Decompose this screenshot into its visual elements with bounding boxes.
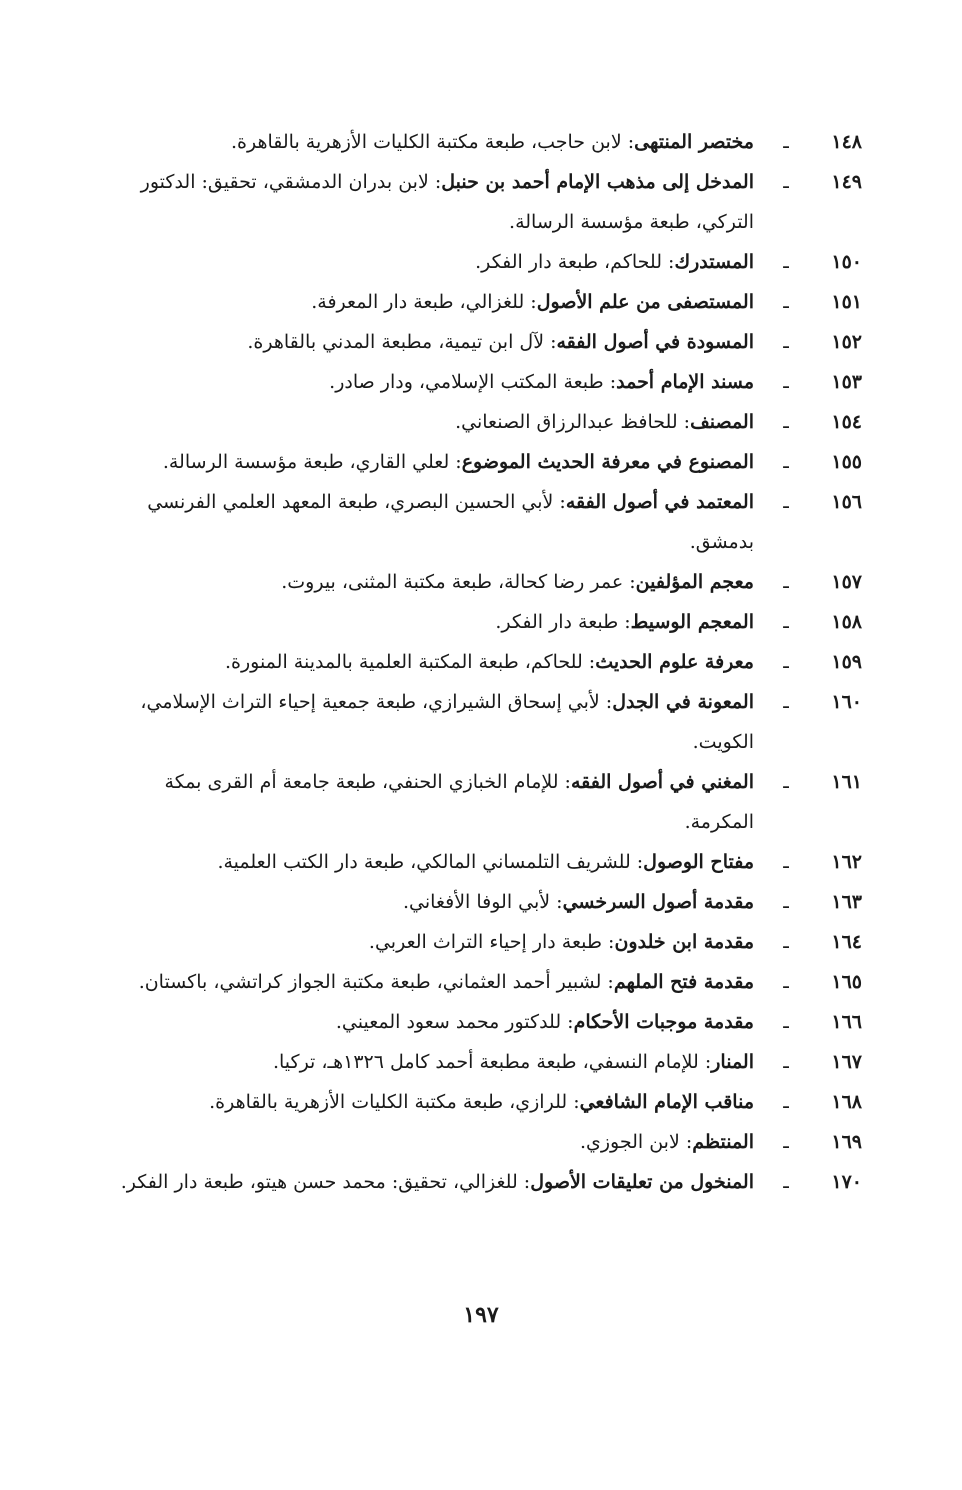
reference-entry [110, 282, 862, 322]
entry-title: المستدرك [674, 251, 754, 273]
entry-separator: ـ [783, 851, 789, 873]
entry-details: : لأبي الوفا الأفغاني. [403, 891, 563, 913]
entry-number: ١٥٧ [831, 571, 862, 593]
entry-separator: ـ [783, 1171, 789, 1193]
entry-details: : لآل ابن تيمية، مطبعة المدني بالقاهرة. [247, 331, 557, 353]
entry-details: : للإمام الخبازي الحنفي، طبعة جامعة أم القرى بمكة المكرمة. [164, 771, 754, 833]
reference-entry [110, 1122, 862, 1162]
entry-separator: ـ [783, 691, 789, 713]
entry-separator: ـ [783, 451, 789, 473]
entry-details: : للحافظ عبدالرزاق الصنعاني. [455, 411, 691, 433]
entry-title: المنار [711, 1051, 754, 1073]
entry-number: ١٦٦ [831, 1011, 862, 1033]
entry-number: ١٦٠ [831, 691, 862, 713]
entry-number: ١٦١ [831, 771, 862, 793]
entry-details: : طبعة المكتب الإسلامي، ودار صادر. [329, 371, 617, 393]
entry-separator: ـ [783, 251, 789, 273]
entry-separator: ـ [783, 1011, 789, 1033]
entry-separator: ـ [783, 891, 789, 913]
entry-details: : لأبي الحسين البصري، طبعة المعهد العلمي الفرنسي بدمشق. [147, 491, 754, 553]
reference-entry [110, 362, 862, 402]
reference-entry [110, 602, 862, 642]
entry-separator: ـ [783, 931, 789, 953]
entry-number: ١٥٠ [831, 251, 862, 273]
entry-title: مقدمة ابن خلدون [614, 931, 754, 953]
entry-details: : للإمام النسفي، طبعة مطبعة أحمد كامل ١٣٢٦هـ، تركيا. [272, 1051, 712, 1073]
entry-number: ١٦٥ [831, 971, 862, 993]
entry-separator: ـ [783, 1091, 789, 1113]
entry-number: ١٦٨ [831, 1091, 862, 1113]
entry-separator: ـ [783, 611, 789, 633]
entry-separator: ـ [783, 571, 789, 593]
entry-title: المعجم الوسيط [630, 611, 754, 633]
entry-number: ١٥٢ [831, 331, 862, 353]
entry-details: : للدكتور محمد سعود المعيني. [335, 1011, 574, 1033]
reference-entry [110, 442, 862, 482]
reference-entry [110, 242, 862, 282]
entry-details: : لابن بدران الدمشقي، تحقيق: الدكتور التركي، طبعة مؤسسة الرسالة. [140, 171, 754, 233]
entry-number: ١٦٣ [831, 891, 862, 913]
bibliography-list [110, 122, 862, 1202]
page-number: ١٩٧ [463, 1302, 499, 1328]
entry-separator: ـ [783, 771, 789, 793]
entry-details: : للحاكم، طبعة دار الفكر. [475, 251, 675, 273]
entry-separator: ـ [783, 971, 789, 993]
entry-details: : طبعة دار إحياء التراث العربي. [368, 931, 615, 953]
entry-details: : للحاكم، طبعة المكتبة العلمية بالمدينة المنورة. [224, 651, 596, 673]
entry-separator: ـ [783, 491, 789, 513]
reference-entry [110, 682, 862, 762]
entry-number: ١٥٥ [831, 451, 862, 473]
entry-number: ١٥٨ [831, 611, 862, 633]
entry-details: : للغزالي، تحقيق: محمد حسن هيتو، طبعة دار الفكر. [120, 1171, 531, 1193]
entry-number: ١٥٣ [831, 371, 862, 393]
entry-details: : لابن الجوزي. [579, 1131, 693, 1153]
reference-entry [110, 642, 862, 682]
entry-number: ١٧٠ [831, 1171, 862, 1193]
entry-title: مسند الإمام أحمد [616, 371, 754, 393]
entry-title: المسودة في أصول الفقه [556, 331, 754, 353]
entry-number: ١٥٦ [831, 491, 862, 513]
entry-separator: ـ [783, 291, 789, 313]
entry-title: المصنوع في معرفة الحديث الموضوع [461, 451, 754, 473]
entry-title: المدخل إلى مذهب الإمام أحمد بن حنبل [441, 171, 754, 193]
entry-details: : للرازي، طبعة مكتبة الكليات الأزهرية بالقاهرة. [209, 1091, 580, 1113]
entry-title: مختصر المنتهى [634, 131, 754, 153]
entry-details: : لشبير أحمد العثماني، طبعة مكتبة الجواز كراتشي، باكستان. [138, 971, 614, 993]
entry-title: المعتمد في أصول الفقه [565, 491, 754, 513]
entry-number: ١٤٩ [831, 171, 862, 193]
entry-title: معجم المؤلفين [635, 571, 754, 593]
reference-entry [110, 762, 862, 842]
entry-title: المستصفى من علم الأصول [536, 291, 754, 313]
entry-separator: ـ [783, 371, 789, 393]
reference-entry [110, 842, 862, 882]
entry-details: : للشريف التلمساني المالكي، طبعة دار الكتب العلمية. [217, 851, 644, 873]
entry-separator: ـ [783, 131, 789, 153]
reference-entry [110, 1042, 862, 1082]
entry-separator: ـ [783, 411, 789, 433]
reference-entry [110, 962, 862, 1002]
entry-details: : لأبي إسحاق الشيرازي، طبعة جمعية إحياء التراث الإسلامي، الكويت. [140, 691, 754, 753]
entry-separator: ـ [783, 331, 789, 353]
entry-separator: ـ [783, 651, 789, 673]
reference-entry [110, 882, 862, 922]
entry-number: ١٥١ [831, 291, 862, 313]
entry-number: ١٥٩ [831, 651, 862, 673]
entry-title: معرفة علوم الحديث [595, 651, 754, 673]
entry-title: مفتاح الوصول [643, 851, 754, 873]
entry-details: : عمر رضا كحالة، طبعة مكتبة المثنى، بيروت. [281, 571, 636, 593]
reference-entry [110, 322, 862, 362]
entry-title: مقدمة موجبات الأحكام [573, 1011, 754, 1033]
reference-entry [110, 1082, 862, 1122]
entry-title: المنخول من تعليقات الأصول [530, 1171, 754, 1193]
entry-title: المصنف [690, 411, 754, 433]
reference-entry [110, 1162, 862, 1202]
reference-entry [110, 1002, 862, 1042]
entry-details: : لابن حاجب، طبعة مكتبة الكليات الأزهرية بالقاهرة. [230, 131, 635, 153]
entry-separator: ـ [783, 171, 789, 193]
reference-entry [110, 162, 862, 242]
entry-title: المغني في أصول الفقه [570, 771, 754, 793]
reference-entry [110, 922, 862, 962]
entry-title: مقدمة أصول السرخسي [562, 891, 754, 913]
reference-entry [110, 482, 862, 562]
entry-number: ١٦٩ [831, 1131, 862, 1153]
entry-number: ١٦٤ [831, 931, 862, 953]
entry-number: ١٦٧ [831, 1051, 862, 1073]
entry-title: المعونة في الجدل [612, 691, 754, 713]
reference-entry [110, 402, 862, 442]
entry-title: المنتظم [692, 1131, 754, 1153]
entry-number: ١٥٤ [831, 411, 862, 433]
entry-separator: ـ [783, 1051, 789, 1073]
reference-entry [110, 122, 862, 162]
entry-title: مناقب الإمام الشافعي [579, 1091, 754, 1113]
reference-entry [110, 562, 862, 602]
entry-details: : للغزالي، طبعة دار المعرفة. [311, 291, 537, 313]
entry-number: ١٦٢ [831, 851, 862, 873]
entry-number: ١٤٨ [831, 131, 862, 153]
entry-details: : لعلي القاري، طبعة مؤسسة الرسالة. [162, 451, 462, 473]
entry-separator: ـ [783, 1131, 789, 1153]
entry-details: : طبعة دار الفكر. [495, 611, 631, 633]
entry-title: مقدمة فتح الملهم [613, 971, 754, 993]
